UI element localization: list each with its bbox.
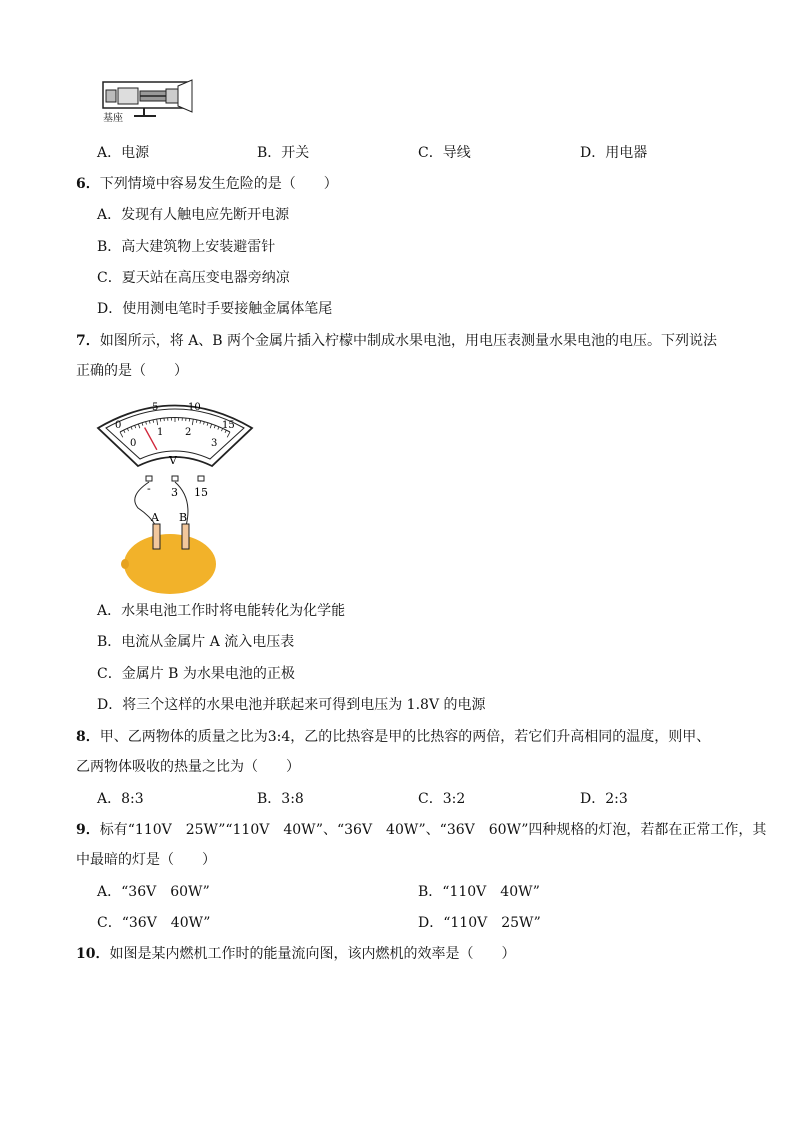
option-text: 金属片 B 为水果电池的正极	[121, 666, 295, 682]
outer-tick-10: 10	[188, 402, 201, 413]
option-text: 高大建筑物上安装避雷针	[121, 239, 276, 255]
q9-stem-line1	[76, 820, 766, 840]
question-text: 下列情境中容易发生危险的是（ ）	[99, 176, 338, 192]
svg-text:3: 3	[171, 486, 178, 499]
q7-stem-line1	[76, 331, 717, 351]
svg-text:15: 15	[194, 486, 208, 499]
metal-plate-a	[153, 524, 160, 549]
q8-option-a[interactable]	[97, 789, 144, 809]
q6-option-b[interactable]	[97, 237, 275, 257]
outer-tick-15: 15	[222, 420, 235, 431]
option-text: 电流从金属片 A 流入电压表	[121, 634, 295, 650]
outer-tick-5: 5	[152, 402, 159, 413]
option-text: 8:3	[121, 791, 144, 807]
q9-option-d[interactable]	[418, 913, 541, 933]
q7-option-b[interactable]	[97, 632, 294, 652]
option-letter: A．	[97, 884, 122, 900]
q5-option-c[interactable]	[418, 143, 471, 163]
inner-tick-2: 2	[185, 427, 192, 438]
plate-b-label: B	[179, 511, 188, 524]
switch-figure	[100, 76, 195, 124]
option-letter: B．	[97, 239, 122, 255]
outer-tick-0: 0	[115, 420, 122, 431]
option-text: “36V 40W”	[121, 915, 211, 931]
question-number: 10．	[76, 946, 110, 962]
option-letter: A．	[97, 791, 122, 807]
option-text: 用电器	[605, 145, 648, 161]
option-letter: C．	[418, 145, 443, 161]
option-letter: B．	[97, 634, 122, 650]
question-number: 7．	[76, 333, 100, 349]
q7-stem-line2: 正确的是（ ）	[76, 363, 188, 379]
option-text: “110V 25W”	[443, 915, 541, 931]
q7-option-a[interactable]	[97, 601, 345, 621]
q7-option-c[interactable]	[97, 664, 295, 684]
q8-stem-line1	[76, 727, 710, 747]
q10-stem	[76, 944, 515, 964]
option-text: 2:3	[605, 791, 628, 807]
q5-option-b[interactable]	[257, 143, 309, 163]
option-letter: D．	[418, 915, 444, 931]
option-text: 导线	[442, 145, 471, 161]
question-text: 甲、乙两物体的质量之比为3:4，乙的比热容是甲的比热容的两倍，若它们升高相同的温度，则甲、	[99, 729, 711, 745]
terminal-15	[194, 476, 208, 499]
option-letter: C．	[97, 666, 122, 682]
q5-option-d[interactable]	[580, 143, 647, 163]
option-text: 3:8	[281, 791, 304, 807]
question-number: 9．	[76, 822, 100, 838]
option-letter: D．	[97, 697, 123, 713]
option-text: “110V 40W”	[442, 884, 540, 900]
option-letter: A．	[97, 207, 122, 223]
option-letter: C．	[97, 270, 122, 286]
option-letter: D．	[97, 301, 123, 317]
metal-plate-b	[182, 524, 189, 549]
option-letter: B．	[257, 791, 282, 807]
option-letter: C．	[418, 791, 443, 807]
q9-option-a[interactable]	[97, 882, 210, 902]
option-letter: A．	[97, 603, 122, 619]
q9-option-c[interactable]	[97, 913, 210, 933]
q5-option-a[interactable]	[97, 143, 149, 163]
inner-tick-0: 0	[130, 438, 137, 449]
q9-option-b[interactable]	[418, 882, 540, 902]
option-text: 水果电池工作时将电能转化为化学能	[121, 603, 346, 619]
option-text: 电源	[121, 145, 150, 161]
q9-stem-line2: 中最暗的灯是（ ）	[76, 852, 216, 868]
option-letter: B．	[418, 884, 443, 900]
option-text: 开关	[281, 145, 310, 161]
q8-option-d[interactable]	[580, 789, 628, 809]
option-text: 3:2	[442, 791, 466, 807]
voltmeter-diagram	[90, 388, 260, 596]
option-text: 使用测电笔时手要接触金属体笔尾	[122, 301, 333, 317]
meter-unit: V	[169, 454, 177, 467]
option-letter: A．	[97, 145, 122, 161]
q8-stem-line2: 乙两物体吸收的热量之比为（ ）	[76, 759, 300, 775]
option-text: “36V 60W”	[121, 884, 210, 900]
lemon	[124, 534, 216, 594]
q6-option-d[interactable]	[97, 299, 332, 319]
terminal-3	[171, 476, 178, 499]
inner-tick-3: 3	[211, 438, 218, 449]
option-text: 夏天站在高压变电器旁纳凉	[121, 270, 290, 286]
q8-option-c[interactable]	[418, 789, 465, 809]
question-number: 6．	[76, 176, 100, 192]
q8-option-b[interactable]	[257, 789, 304, 809]
option-letter: C．	[97, 915, 122, 931]
terminal-negative	[146, 476, 152, 495]
option-letter: D．	[580, 791, 606, 807]
svg-text:-: -	[147, 482, 151, 495]
question-number: 8．	[76, 729, 100, 745]
q6-stem	[76, 174, 338, 194]
option-letter: D．	[580, 145, 606, 161]
question-text: 如图是某内燃机工作时的能量流向图，该内燃机的效率是（ ）	[109, 946, 516, 962]
question-text: 标有“110V 25W”“110V 40W”、“36V 40W”、“36V 60W”四种规格的灯泡，若都在正常工作，其	[99, 822, 767, 838]
plate-a-label: A	[151, 511, 159, 524]
option-text: 发现有人触电应先断开电源	[121, 207, 290, 223]
option-text: 将三个这样的水果电池并联起来可得到电压为 1.8V 的电源	[122, 697, 486, 713]
q7-option-d[interactable]	[97, 695, 486, 715]
base-label: 基座	[103, 113, 123, 124]
voltmeter-lemon-figure	[90, 388, 260, 596]
question-text: 如图所示，将 A、B 两个金属片插入柠檬中制成水果电池，用电压表测量水果电池的电压。下列说法	[99, 333, 718, 349]
q6-option-a[interactable]	[97, 205, 289, 225]
inner-tick-1: 1	[157, 427, 164, 438]
q6-option-c[interactable]	[97, 268, 290, 288]
option-letter: B．	[257, 145, 282, 161]
